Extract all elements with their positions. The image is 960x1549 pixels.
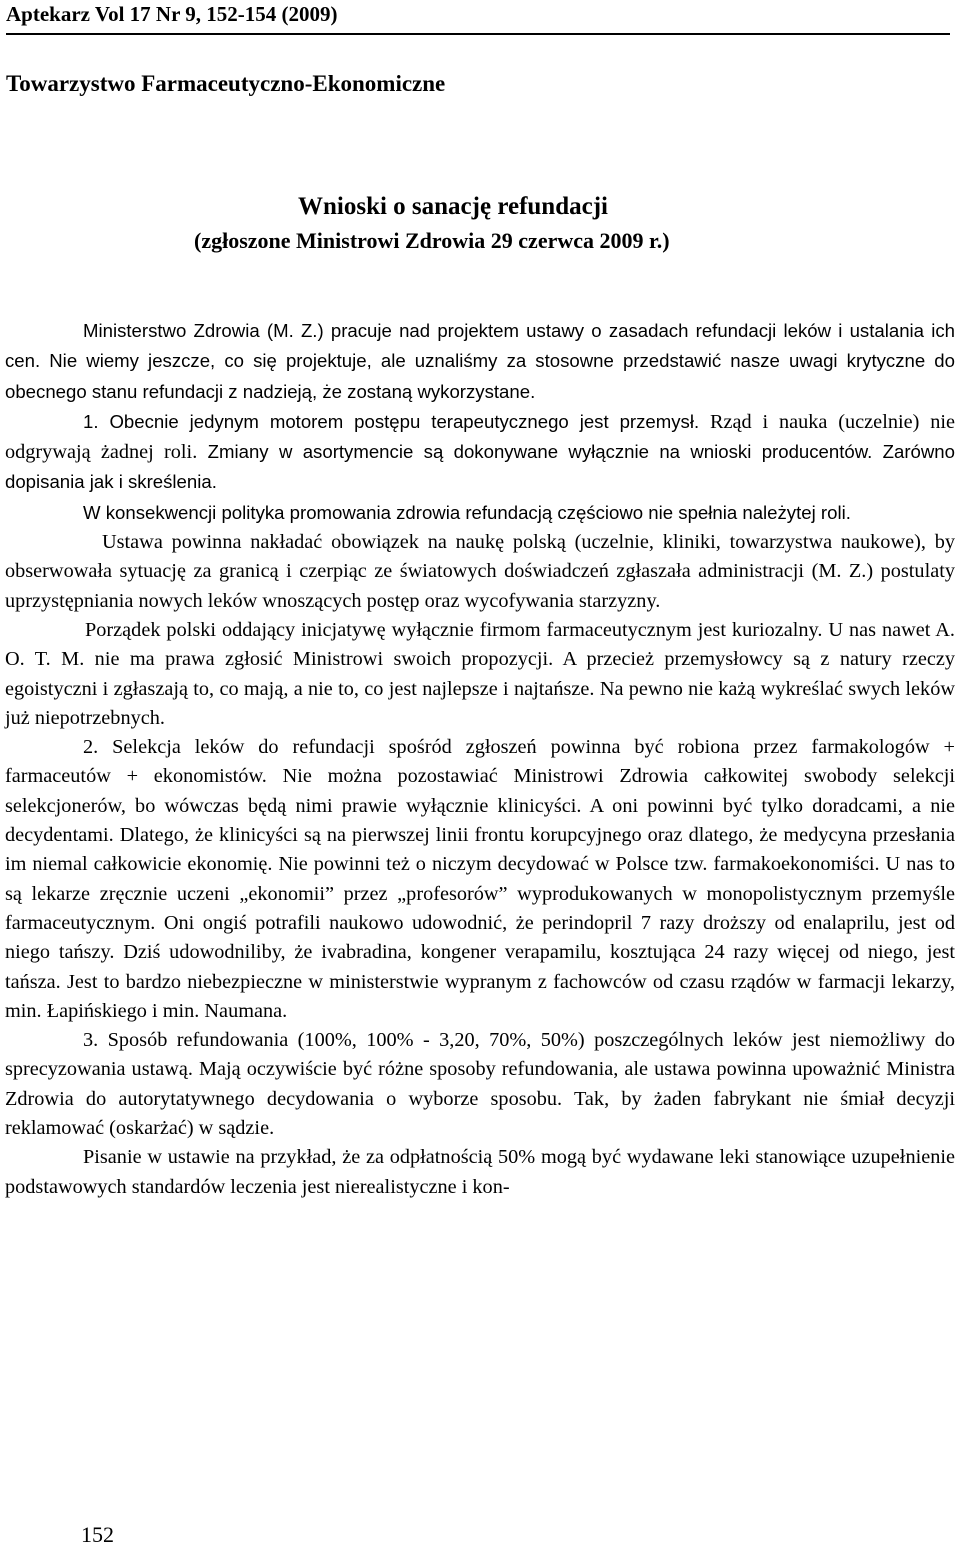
paragraph-intro [5, 316, 955, 407]
paragraph-consequence [5, 498, 955, 528]
paragraph-point-1 [5, 407, 955, 498]
organization-name: Towarzystwo Farmaceutyczno-Ekonomiczne [6, 71, 446, 96]
paragraph-text: Ministerstwo Zdrowia (M. Z.) pracuje nad projektem ustawy o zasadach refundacji leków i ustalania ich cen. Nie wiemy jeszcze, co się projektuje, ale uznaliśmy za stosowne przedstawić nasze uwagi krytyczne do obecnego stanu refundacji z nadzieją, że zostaną wykorzystane. [5, 320, 955, 402]
paragraph-point-3: 3. Sposób refundowania (100%, 100% - 3,20, 70%, 50%) poszczególnych leków jest niemożliwy do sprecyzowania ustawą. Mają oczywiście być różne sposoby refundowania, ale ustawa powinna upoważnić Ministra Zdrowia do autorytatywnego decydowania o wyborze sposobu. Tak, by żaden fabrykant nie śmiał decyzji reklamować (oskarżać) w sądzie. [5, 1029, 955, 1140]
paragraph-text: 1. Obecnie jedynym motorem postępu terapeutycznego jest przemysł. [83, 410, 700, 432]
document-title: Wnioski o sanację refundacji [298, 193, 608, 220]
paragraph-text: W konsekwencji polityka promowania zdrowia refundacją częściowo nie spełnia należytej roli. [83, 501, 851, 523]
paragraph-statute: Ustawa powinna nakładać obowiązek na naukę polską (uczelnie, kliniki, towarzystwa naukowe), by obserwowała sytuację za granicą i czerpiąc ze światowych doświadczeń zgłaszała administracji (M. Z.) postulaty uprzystępniania nowych leków wnoszących postęp oraz wycofywania starzyzny. [5, 531, 955, 612]
paragraph-text: Zmiany w asortymencie są dokonywane wyłącznie na wnioski producentów. Zarówno dopisania jak i skreślenia. [5, 441, 955, 493]
document-body [5, 316, 955, 1202]
paragraph-point-2: 2. Selekcja leków do refundacji spośród zgłoszeń powinna być robiona przez farmakologów + farmaceutów + ekonomistów. Nie można pozostawiać Ministrowi Zdrowia całkowitej swobody selekcji selekcjonerów, bo wówczas będą nimi prawie wyłącznie klinicyści. A oni powinni być tylko doradcami, a nie decydentami. Dlatego, że klinicyści są na pierwszej linii frontu korupcyjnego oraz dlatego, że medycyna przesłania im niemal całkowicie ekonomię. Nie powinni też o niczym decydować w Polsce tzw. farmakoekonomiści. U nas to są lekarze zręcznie uczeni „ekonomii” przez „profesorów” wyprodukowanych w monopolistycznym przemyśle farmaceutycznym. Oni ongiś potrafili naukowo udowodnić, że perindopril 7 razy droższy od enalaprilu, jest od niego tańszy. Dziś udowodniliby, że ivabradina, kongener verapamilu, kosztująca 24 razy więcej od niego, jest tańsza. Jest to bardzo niebezpieczne w ministerstwie wypranym z fachowców od czasu rządów w farmacji lekarzy, min. Łapińskiego i min. Naumana. [5, 736, 955, 1022]
page-number: 152 [81, 1522, 114, 1547]
paragraph-text: Rząd i nauka (uczelnie) nie odgrywają żadnej roli. [5, 410, 955, 464]
document-subtitle: (zgłoszone Ministrowi Zdrowia 29 czerwca 2009 r.) [194, 228, 670, 253]
journal-header: Aptekarz Vol 17 Nr 9, 152-154 (2009) [6, 2, 338, 26]
paragraph-final: Pisanie w ustawie na przykład, że za odpłatnością 50% mogą być wydawane leki stanowiące uzupełnienie podstawowych standardów leczenia jest nierealistyczne i kon- [5, 1146, 955, 1198]
paragraph-order: Porządek polski oddający inicjatywę wyłącznie firmom farmaceutycznym jest kuriozalny. U nas nawet A. O. T. M. nie ma prawa zgłosić Ministrowi swoich propozycji. A przecież przemysłowcy są z natury rzeczy egoistyczni i zgłaszają to, co mają, a nie to, co jest najlepsze i najtańsze. Na pewno nie każą wykreślać swych leków już niepotrzebnych. [5, 618, 955, 729]
header-rule [6, 33, 950, 35]
